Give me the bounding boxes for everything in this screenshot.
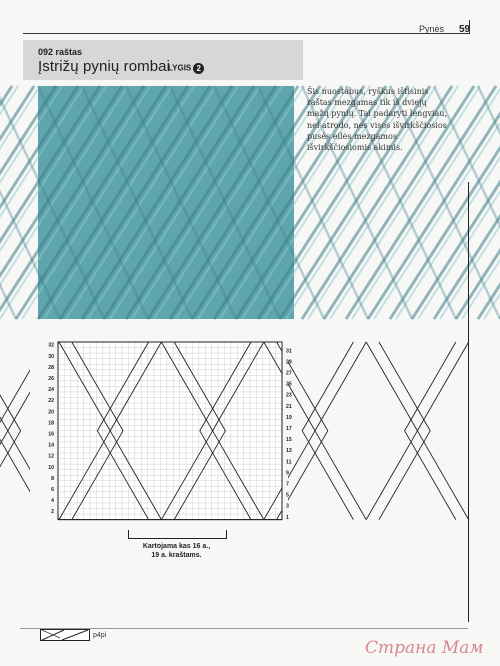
- repeat-note-line2: 19 a. kraštams.: [151, 552, 202, 559]
- repeat-bracket: [128, 530, 227, 539]
- row-label-left: 28: [48, 364, 54, 371]
- row-label-left: 4: [51, 498, 54, 505]
- row-label-right: 13: [286, 448, 292, 455]
- stitch-chart: [30, 340, 290, 530]
- row-label-left: 6: [51, 487, 54, 494]
- repeat-note-line1: Kartojama kas 16 a.,: [142, 543, 211, 550]
- row-label-left: 32: [48, 342, 54, 349]
- header-rule: [23, 33, 470, 34]
- row-label-right: 3: [286, 503, 289, 510]
- row-label-right: 25: [286, 381, 292, 388]
- row-label-left: 20: [48, 409, 54, 416]
- row-label-right: 9: [286, 470, 289, 477]
- pattern-title: Įstrižų pynių rombai: [38, 58, 171, 75]
- row-label-left: 26: [48, 376, 54, 383]
- row-label-left: 2: [51, 509, 54, 516]
- row-label-right: 21: [286, 403, 292, 410]
- watermark: Страна Мам: [365, 638, 484, 658]
- page-edge-rule: [468, 182, 469, 622]
- knit-swatch-photo: [38, 86, 294, 319]
- row-label-left: 16: [48, 431, 54, 438]
- row-label-left: 10: [48, 464, 54, 471]
- footer-symbol-label: p4pi: [93, 632, 107, 639]
- row-label-left: 24: [48, 387, 54, 394]
- pattern-id: 092 raštas: [38, 47, 83, 57]
- row-label-right: 17: [286, 425, 292, 432]
- cable-symbol-icon: [40, 629, 90, 641]
- row-label-left: 14: [48, 442, 54, 449]
- row-label-right: 27: [286, 370, 292, 377]
- row-label-right: 19: [286, 414, 292, 421]
- repeat-note: [128, 542, 225, 560]
- row-label-right: 23: [286, 392, 292, 399]
- row-label-left: 30: [48, 353, 54, 360]
- row-label-right: 29: [286, 359, 292, 366]
- knit-swatch-image: [38, 86, 294, 319]
- row-label-right: 15: [286, 437, 292, 444]
- section-title: Pynės: [419, 24, 445, 34]
- page-number: 59: [459, 24, 471, 35]
- row-label-right: 1: [286, 514, 289, 521]
- row-label-left: 12: [48, 453, 54, 460]
- difficulty-level: [168, 63, 204, 74]
- level-number-icon: 2: [193, 63, 204, 74]
- row-label-left: 18: [48, 420, 54, 427]
- row-label-left: 8: [51, 475, 54, 482]
- row-label-left: 22: [48, 398, 54, 405]
- level-label: LYGIS: [168, 63, 192, 73]
- row-label-right: 7: [286, 481, 289, 488]
- row-label-right: 5: [286, 492, 289, 499]
- pattern-description: Šis nuostabus, ryškus ištisinis raštas mezgamas tik iš dviejų mažų pynių. Tai padaryti lengviau, nei atrodo, nes visos išvirkščiosios pusės eilės mezgamos išvirkščiosiomis akimis.: [307, 87, 447, 153]
- row-label-right: 31: [286, 348, 292, 355]
- row-label-right: 11: [286, 459, 292, 466]
